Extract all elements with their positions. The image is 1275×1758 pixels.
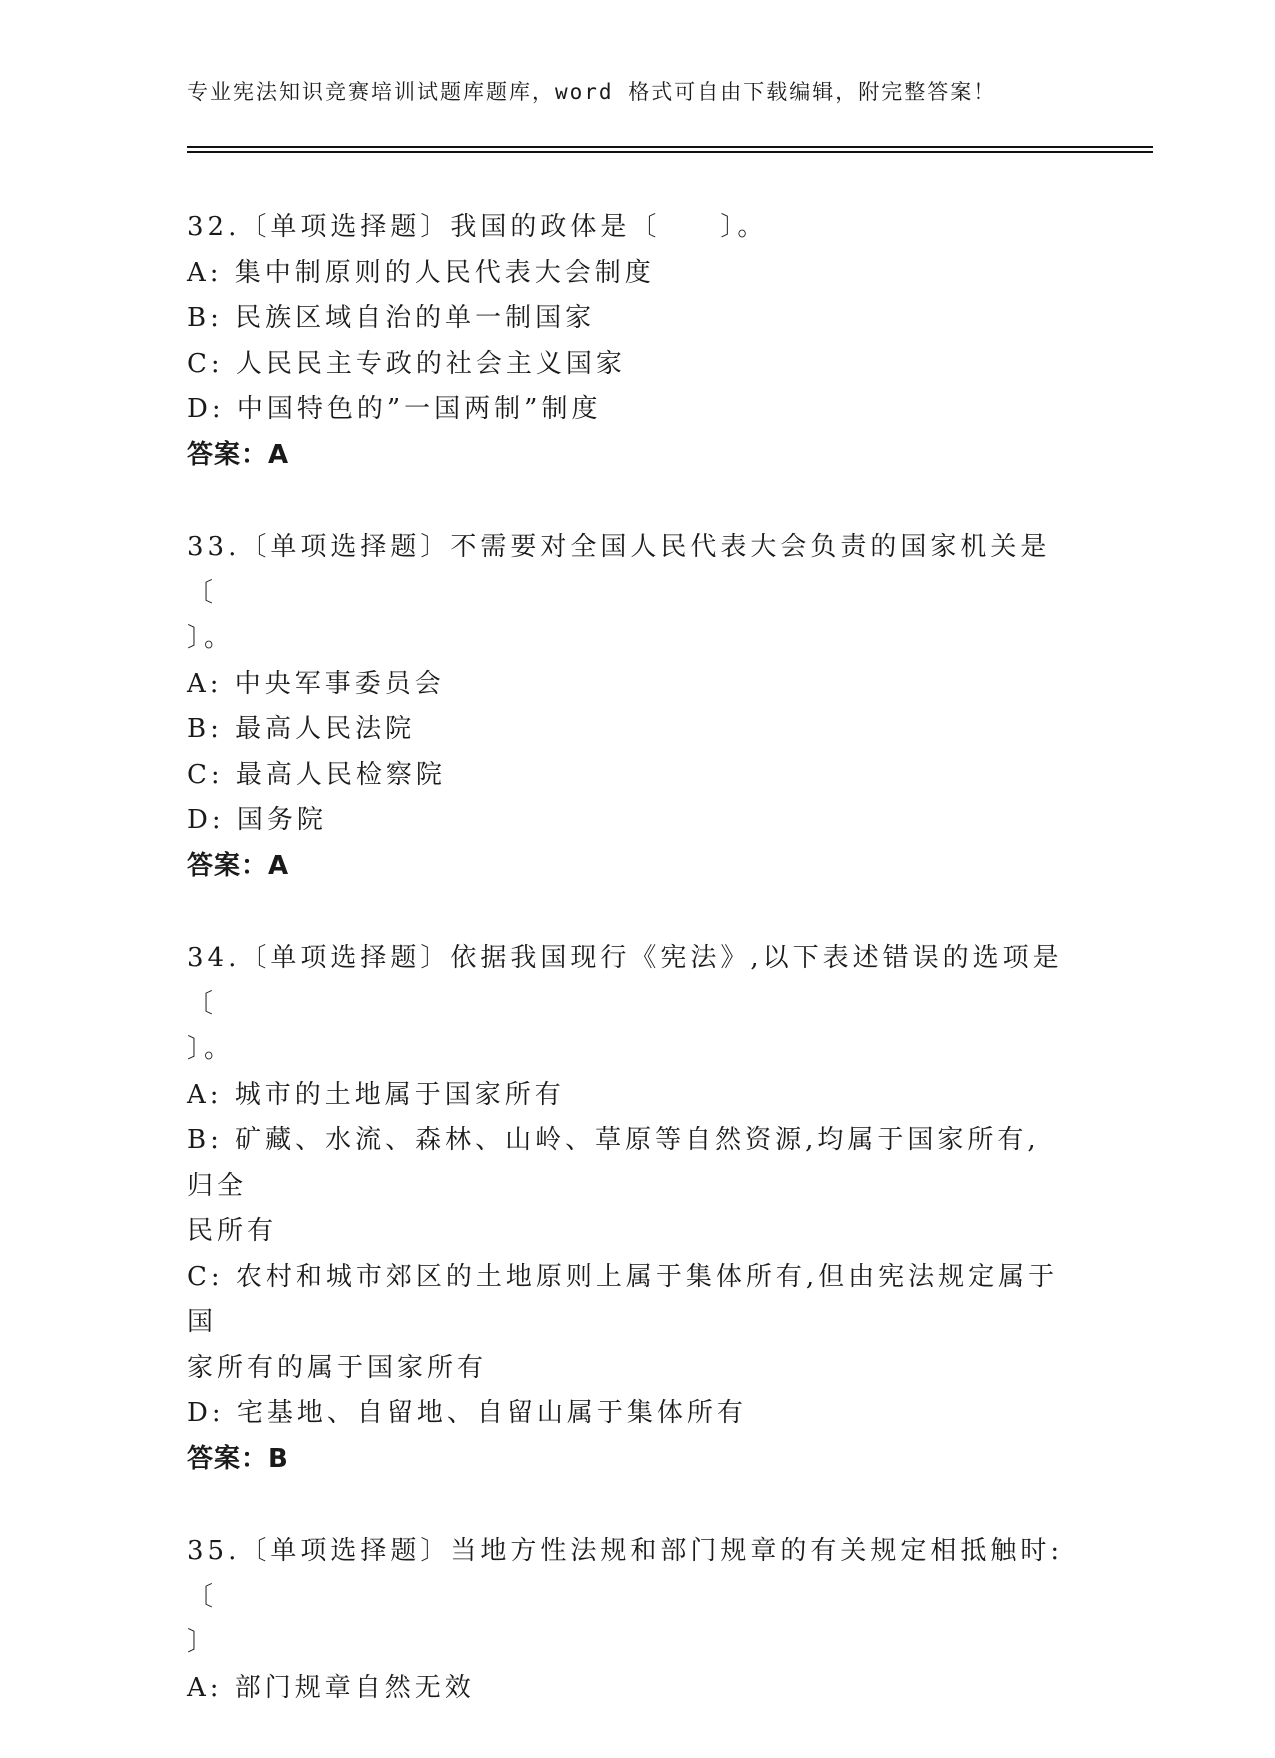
option-c: C: 最高人民检察院 [187,759,446,790]
option-c: C: 人民民主专政的社会主义国家 [187,348,626,379]
question-stem-continued: 〕。 [187,1034,235,1064]
question-stem: 35.〔单项选择题〕当地方性法规和部门规章的有关规定相抵触时:〔 [187,1536,1064,1612]
option-d: D: 中国特色的”一国两制”制度 [187,394,602,424]
option-b: B: 矿藏、水流、森林、山岭、草原等自然资源,均属于国家所有,归全 [187,1125,1040,1201]
option-b: B: 最高人民法院 [187,714,416,744]
question-stem-continued: 〕 [187,1627,218,1657]
option-a: A: 部门规章自然无效 [187,1672,475,1703]
option-d: D: 宅基地、自留地、自留山属于集体所有 [187,1398,747,1428]
option-d: D: 国务院 [187,805,327,835]
option-b: B: 民族区域自治的单一制国家 [187,303,596,333]
header-divider-top [187,146,1153,148]
answer-label: 答案：A [187,850,290,881]
option-a: A: 中央军事委员会 [187,668,445,699]
option-a: A: 城市的土地属于国家所有 [187,1079,565,1110]
option-c: C: 农村和城市郊区的土地原则上属于集体所有,但由宪法规定属于国 [187,1261,1059,1337]
question-stem: 32.〔单项选择题〕我国的政体是〔 〕。 [187,212,768,242]
option-a: A: 集中制原则的人民代表大会制度 [187,257,655,288]
answer-label: 答案：B [187,1443,289,1474]
question-35 [187,1529,1067,1711]
header-divider-bottom [187,151,1153,153]
question-34 [187,936,1067,1482]
question-stem: 34.〔单项选择题〕依据我国现行《宪法》,以下表述错误的选项是〔 [187,943,1063,1019]
question-stem: 33.〔单项选择题〕不需要对全国人民代表大会负责的国家机关是〔 [187,532,1051,608]
option-b-continued: 民所有 [187,1216,278,1246]
question-stem-continued: 〕。 [187,623,235,653]
document-header-note: 专业宪法知识竞赛培训试题库题库，word 格式可自由下载编辑，附完整答案！ [187,80,997,104]
question-list [187,205,1067,1758]
option-c-continued: 家所有的属于国家所有 [187,1352,488,1383]
question-32 [187,205,1067,478]
question-33 [187,525,1067,889]
answer-label: 答案：A [187,439,290,470]
